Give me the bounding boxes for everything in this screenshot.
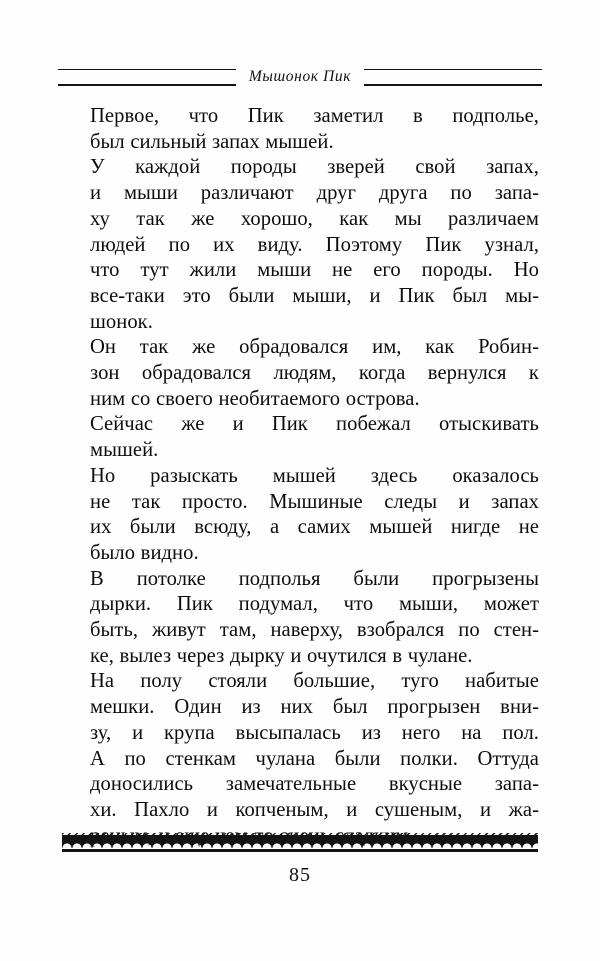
text-line: что тут жили мыши не его породы. Но [90,259,539,282]
text-line: шонок. [90,310,153,333]
paragraph [62,669,539,849]
page-number: 85 [289,864,311,886]
text-line: мышей. [90,439,159,462]
arch-band-ornament-icon [62,833,538,852]
text-line: Но разыскать мышей здесь оказалось [90,464,539,487]
text-line: мешки. Один из них был прогрызен вни- [90,696,539,719]
text-line: ху так же хорошо, как мы различаем [90,207,539,230]
text-line: людей по их виду. Поэтому Пик узнал, [90,233,539,256]
chain-ornament-icon-right [364,69,542,86]
paragraph [62,412,539,463]
paragraph [62,155,539,335]
text-line: Он так же обрадовался им, как Робин- [90,336,539,359]
text-line: быть, живут там, наверху, взобрался по стен- [90,619,539,642]
text-line: ке, вылез через дырку и очутился в чулане. [90,644,473,667]
text-line: доносились замечательные вкусные запа- [90,773,539,796]
text-line: хи. Пахло и копченым, и сушеным, и жа- [90,798,539,821]
body-text-column [62,104,539,849]
text-line: Сейчас же и Пик побежал отыскивать [90,413,539,436]
running-head [58,64,542,90]
text-line: зу, и крупа высыпалась из него на пол. [90,721,539,744]
text-line: их были всюду, а самих мышей нигде не [90,516,539,539]
text-line: зон обрадовался людям, когда вернулся к [90,362,539,385]
text-line: все-таки это были мыши, и Пик был мы- [90,284,539,307]
text-line: Первое, что Пик заметил в подполье, [90,105,539,127]
paragraph [62,567,539,670]
text-line: ним со своего необитаемого острова. [90,387,420,410]
text-line: не так просто. Мышиные следы и запах [90,490,539,513]
paragraph [62,335,539,412]
text-line: было видно. [90,541,199,564]
paragraph [62,464,539,567]
text-line: В потолке подполья были прогрызены [90,567,539,590]
text-line: и мыши различают друг друга по запа- [90,182,539,205]
text-line: дырки. Пик подумал, что мыши, может [90,593,539,616]
running-head-title: Мышонок Пик [248,68,352,85]
text-line: А по стенкам чулана были полки. Оттуда [90,747,539,770]
paragraph [62,104,539,155]
text-line: У каждой породы зверей свой запах, [90,156,539,179]
text-line: был сильный запах мышей. [90,130,334,153]
text-line: На полу стояли большие, туго набитые [90,670,539,693]
chain-ornament-icon-left [58,69,236,86]
